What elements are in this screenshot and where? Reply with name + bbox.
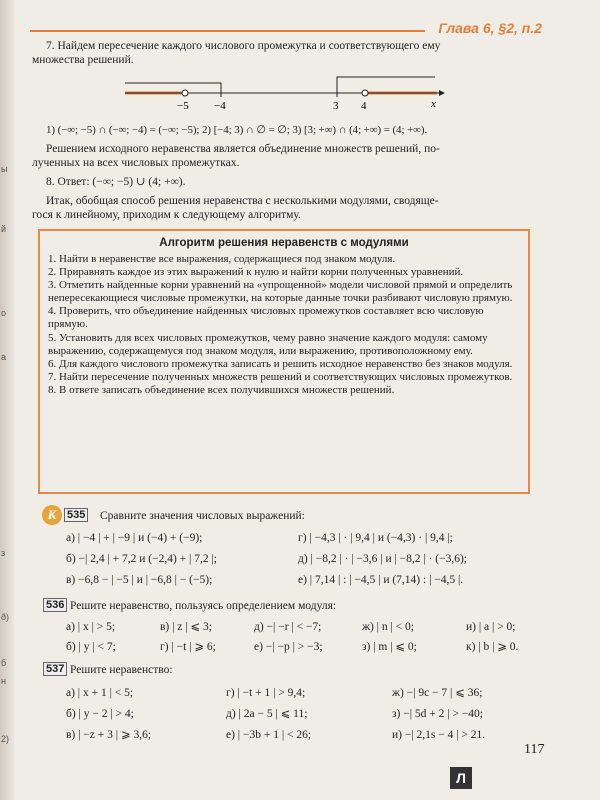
ex537-item: з) −| 5d + 2 | > −40; — [392, 708, 483, 720]
interval-intersections: 1) (−∞; −5) ∩ (−∞; −4) = (−∞; −5); 2) [−4; 3) ∩ ∅ = ∅; 3) [3; +∞) ∩ (4; +∞) = (4; +∞). — [46, 124, 428, 136]
gutter-mark: ы — [1, 164, 8, 174]
exercise-535-number: 535 — [64, 508, 88, 522]
page-gutter — [0, 0, 14, 800]
ex535-item: д) | −8,2 | · | −3,6 | и | −8,2 | · (−3,6); — [298, 553, 467, 565]
ex536-item: з) | m | ⩽ 0; — [362, 641, 417, 653]
gutter-mark: о — [1, 308, 7, 318]
algorithm-step: 2. Приравнять каждое из этих выражений к нулю и найти корни полученных уравнений. — [48, 266, 464, 279]
gutter-mark: 2) — [1, 734, 10, 744]
ex535-item: в) −6,8 − | −5 | и | −6,8 | − (−5); — [66, 574, 213, 586]
label-4: 4 — [361, 100, 367, 112]
gutter-mark: й — [1, 224, 7, 234]
algorithm-title: Алгоритм решения неравенств с модулями — [159, 237, 409, 249]
ex537-item: б) | y − 2 | > 4; — [66, 708, 134, 720]
ex537-item: д) | 2a − 5 | ⩽ 11; — [226, 708, 308, 720]
problem7-intro-line2: множества решений. — [32, 54, 134, 66]
algorithm-step: 7. Найти пересечение полученных множеств решений и соответствующих числовых промежутков. — [48, 370, 513, 383]
ex537-item: а) | x + 1 | < 5; — [66, 687, 134, 699]
algorithm-box — [38, 229, 530, 494]
label-3: 3 — [333, 100, 339, 112]
ex537-item: в) | −z + 3 | ⩾ 3,6; — [66, 729, 152, 741]
algorithm-step: 5. Установить для всех числовых промежутков, чему равно значение каждого модуля: самому выражению, содержащемуся под знаком модуля, или выражению, противоположному ему. — [48, 331, 488, 357]
gutter-mark: з — [1, 548, 6, 558]
region-bracket-right — [337, 77, 435, 93]
open-point-minus5 — [182, 90, 188, 96]
ex537-item: е) | −3b + 1 | < 26; — [226, 729, 312, 741]
ex536-item: и) | a | > 0; — [466, 621, 516, 633]
ex536-item: в) | z | ⩽ 3; — [160, 621, 212, 633]
challenge-circle-icon: К — [42, 505, 62, 525]
ex535-item: а) | −4 | + | −9 | и (−4) + (−9); — [66, 532, 203, 544]
exercise-537-number: 537 — [43, 662, 67, 676]
exercise-537-prompt: Решите неравенство: — [70, 664, 173, 676]
ex536-item: е) −| −p | > −3; — [254, 641, 323, 653]
algorithm-step: 6. Для каждого числового промежутка записать и решить исходное неравенство без знаков модуля. — [48, 357, 513, 370]
generalize-line1: Итак, обобщая способ решения неравенства с несколькими модулями, сводяще- — [46, 195, 439, 207]
answer-line: 8. Ответ: (−∞; −5) ∪ (4; +∞). — [46, 176, 186, 188]
exercise-535-prompt: Сравните значения числовых выражений: — [100, 510, 305, 522]
ex536-item: к) | b | ⩾ 0. — [466, 641, 519, 653]
page-number: 117 — [524, 742, 545, 757]
ex536-item: г) | −t | ⩾ 6; — [160, 641, 216, 653]
header-rule — [30, 30, 425, 32]
ex536-item: б) | y | < 7; — [66, 641, 116, 653]
algorithm-step: 4. Проверить, что объединение найденных числовых промежутков составляет всю числовую прямую. — [48, 305, 484, 331]
algorithm-steps — [48, 253, 518, 397]
gutter-mark: ð) — [1, 612, 10, 622]
ex537-item: ж) −| 9c − 7 | ⩽ 36; — [392, 687, 483, 699]
union-line2: лученных на всех числовых промежутках. — [32, 157, 240, 169]
gutter-mark: н — [1, 676, 6, 686]
algorithm-step: 3. Отметить найденные корни уравнений на «упрощенной» модели числовой прямой и определить непересекающиеся числовые промежутки, на которые данные точки разбивают числовую прямую. — [48, 279, 513, 305]
label-minus4: −4 — [214, 100, 226, 112]
problem7-intro-line1: 7. Найдем пересечение каждого числового промежутка и соответствующего ему — [46, 40, 441, 52]
ex536-item: ж) | n | < 0; — [362, 621, 414, 633]
ex535-item: е) | 7,14 | : | −4,5 | и (7,14) : | −4,5 |. — [298, 574, 464, 586]
ex535-item: б) −| 2,4 | + 7,2 и (−2,4) + | 7,2 |; — [66, 553, 217, 565]
union-line1: Решением исходного неравенства является объединение множеств решений, по- — [46, 143, 440, 155]
label-x: x — [431, 98, 436, 110]
ex537-item: г) | −t + 1 | > 9,4; — [226, 687, 306, 699]
ex537-item: и) −| 2,1s − 4 | > 21. — [392, 729, 486, 741]
gutter-mark: б — [1, 658, 7, 668]
ex536-item: а) | x | > 5; — [66, 621, 116, 633]
exercise-536-number: 536 — [43, 598, 67, 612]
publisher-logo-icon: Л — [450, 767, 472, 789]
algorithm-step: 1. Найти в неравенстве все выражения, содержащиеся под знаком модуля. — [48, 253, 396, 265]
chapter-header: Глава 6, §2, п.2 — [438, 20, 542, 36]
axis-arrow — [439, 90, 445, 96]
algorithm-step: 8. В ответе записать объединение всех получившихся множеств решений. — [48, 383, 395, 396]
ex536-item: д) −| −r | < −7; — [254, 621, 322, 633]
generalize-line2: гося к линейному, приходим к следующему алгоритму. — [32, 209, 301, 221]
open-point-4 — [362, 90, 368, 96]
gutter-mark: а — [1, 352, 7, 362]
label-minus5: −5 — [177, 100, 189, 112]
number-line-diagram — [125, 75, 445, 115]
ex535-item: г) | −4,3 | · | 9,4 | и (−4,3) · | 9,4 |; — [298, 532, 453, 544]
exercise-536-prompt: Решите неравенство, пользуясь определением модуля: — [70, 600, 337, 612]
